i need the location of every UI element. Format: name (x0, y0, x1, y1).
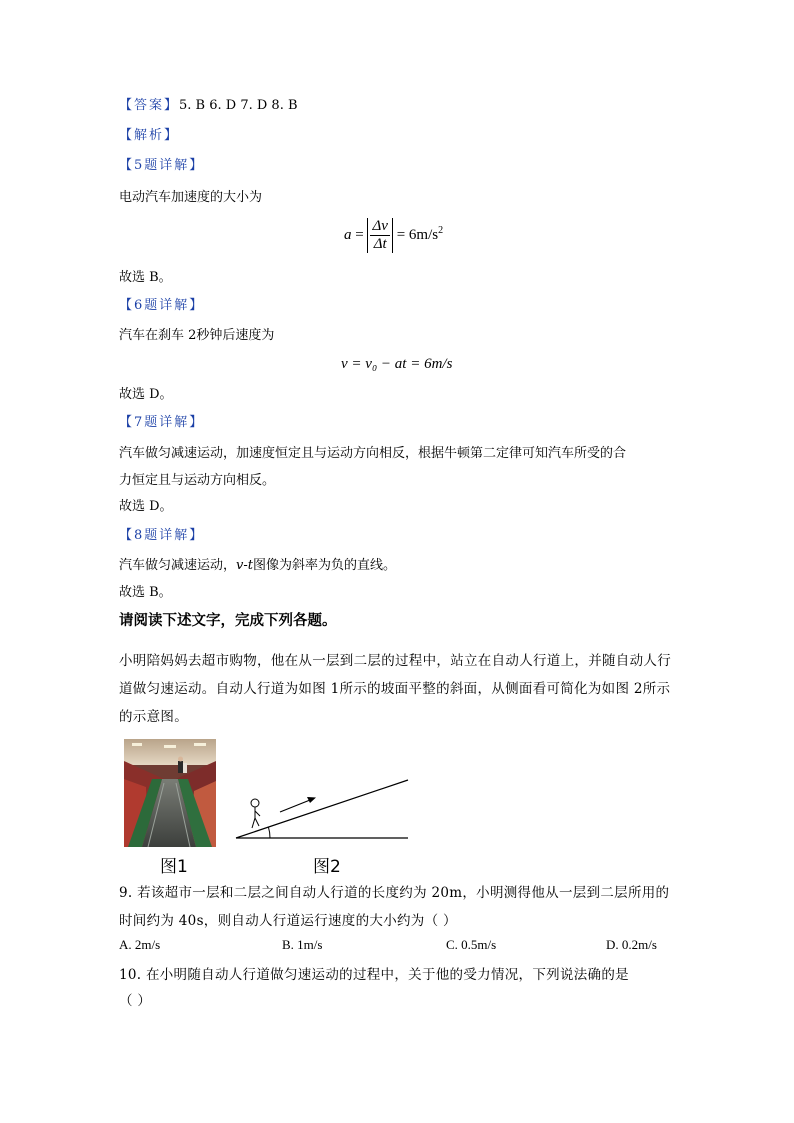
q8-conclusion: 故选 B。 (119, 585, 172, 600)
q5-eq-abs (367, 218, 392, 253)
q10-stem-line2: （ ） (119, 993, 152, 1009)
q5-eq-den: Δt (373, 236, 387, 252)
figure-2-caption: 图2 (313, 857, 341, 877)
q9-option-a: A. 2m/s (119, 937, 161, 952)
q8-text-italic: v-t (236, 558, 253, 573)
q5-eq-lhs: a (344, 226, 352, 243)
q5-equation: a = $\frac{\Delta v}{\Delta t}$ = $6m/s^2$ (344, 218, 444, 252)
q5-text: 电动汽车加速度的大小为 (119, 190, 263, 205)
q7-text-line2: 力恒定且与运动方向相反。 (119, 473, 276, 488)
q5-eq-num: Δv (372, 218, 388, 234)
q8-text-post: 图像为斜率为负的直线。 (252, 558, 396, 573)
q5-conclusion: 故选 B。 (119, 270, 172, 285)
section-heading: 请阅读下述文字，完成下列各题。 (119, 612, 337, 629)
figure-1-escalator-photo (124, 739, 216, 847)
q5-eq-rhs: = 6m/s (396, 226, 439, 243)
q5-tag: 【5题详解】 (119, 158, 205, 173)
q9-option-d: D. 0.2m/s (606, 937, 657, 952)
q7-text-line1: 汽车做匀减速运动，加速度恒定且与运动方向相反，根据牛顿第二定律可知汽车所受的合 (119, 446, 627, 461)
q7-conclusion: 故选 D。 (119, 499, 173, 514)
q9-stem-line1: 9. 若该超市一层和二层之间自动人行道的长度约为 20m，小明测得他从一层到二层所用的 (119, 885, 670, 901)
answer-tag: 【答案】 (119, 98, 180, 113)
q7-tag: 【7题详解】 (119, 415, 205, 430)
passage: 小明陪妈妈去超市购物，他在从一层到二层的过程中，站立在自动人行道上，并随自动人行道做匀速运动。自动人行道为如图 1所示的坡面平整的斜面，从侧面看可简化为如图 2所示的示意图。 (119, 653, 671, 725)
q6-conclusion: 故选 D。 (119, 387, 173, 402)
figure-1-caption: 图1 (160, 857, 188, 877)
arrow-direction (280, 797, 316, 812)
q8-text (119, 557, 396, 575)
q6-tag: 【6题详解】 (119, 298, 205, 313)
q6-equation: v = v₀ − at = 6m/s (341, 356, 453, 372)
q8-text-pre: 汽车做匀减速运动， (119, 558, 237, 573)
figure-2-incline-diagram (230, 772, 412, 844)
analysis-tag: 【解析】 (119, 128, 180, 143)
incline-line (236, 780, 408, 838)
answer-text: 5. B 6. D 7. D 8. B (179, 98, 298, 113)
q10-stem-line1: 10. 在小明随自动人行道做匀速运动的过程中，关于他的受力情况，下列说法确的是 (119, 967, 629, 983)
q9-option-c: C. 0.5m/s (446, 937, 497, 952)
angle-arc (269, 828, 271, 839)
q6-text: 汽车在刹车 2秒钟后速度为 (119, 328, 275, 343)
q5-eq-sup: 2 (438, 224, 444, 236)
answer-line (119, 97, 298, 115)
q8-tag: 【8题详解】 (119, 528, 205, 543)
q9-stem-line2: 时间约为 40s，则自动人行道运行速度的大小约为（ ） (119, 913, 457, 929)
stick-figure (251, 799, 260, 828)
q9-option-b: B. 1m/s (282, 937, 323, 952)
